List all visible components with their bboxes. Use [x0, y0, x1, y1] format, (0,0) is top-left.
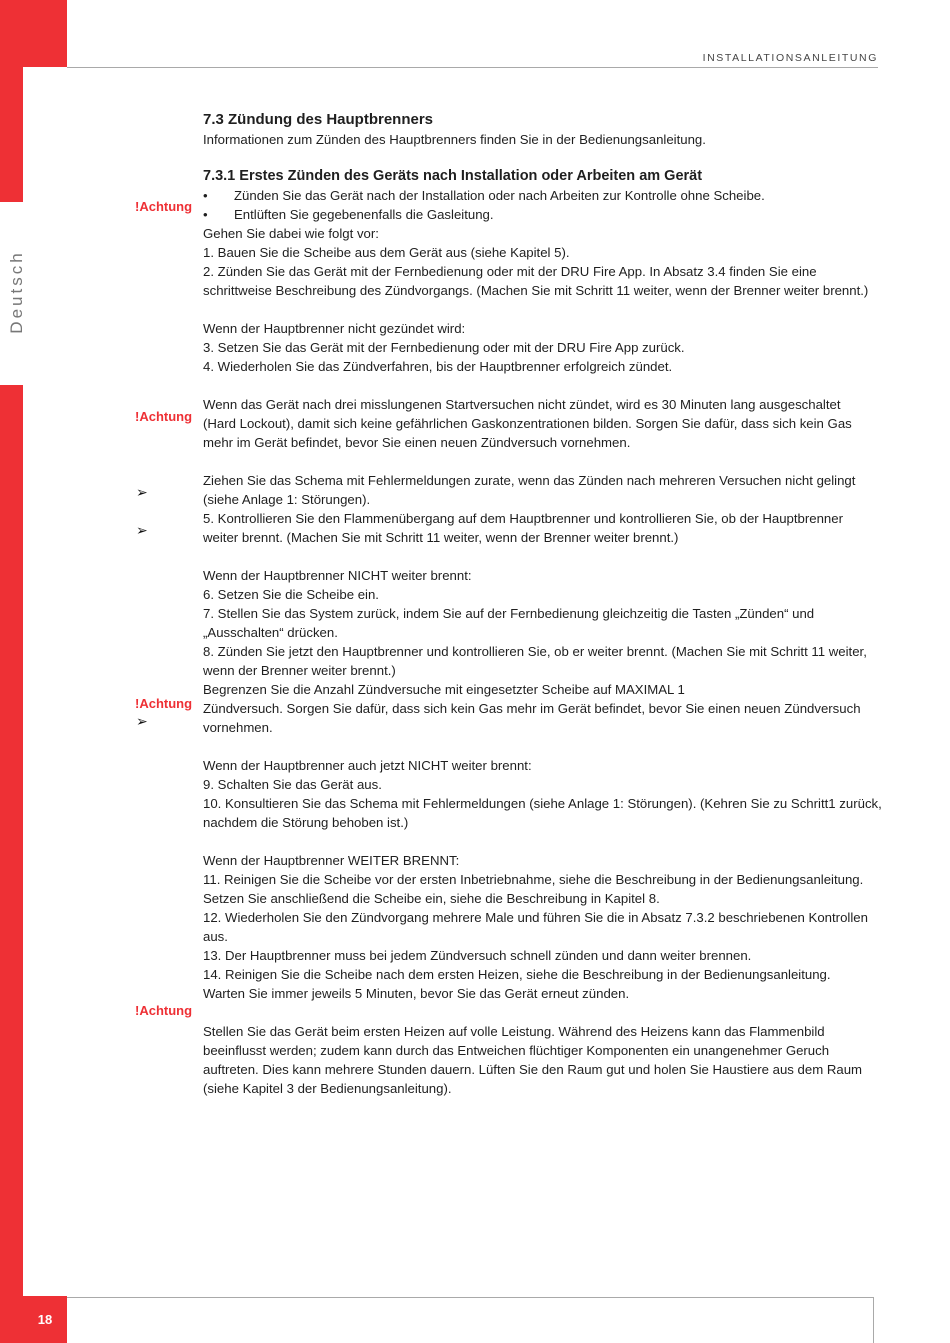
main-content — [203, 110, 882, 1098]
text-line: 5. Kontrollieren Sie den Flammenübergang auf dem Hauptbrenner und kontrollieren Sie, ob der Hauptbrenner — [203, 511, 843, 526]
text-line: aus. — [203, 929, 228, 944]
warning-label: !Achtung — [135, 409, 193, 424]
text-line: nachdem die Störung behoben ist.) — [203, 815, 409, 830]
blank-line — [203, 832, 875, 851]
blank-line — [203, 737, 875, 756]
warning-label: !Achtung — [135, 696, 193, 711]
bullet-item: • Entlüften Sie gegebenenfalls die Gasleitung. — [203, 205, 875, 224]
warning-label: !Achtung — [135, 199, 193, 214]
subsection-heading: 7.3.1 Erstes Zünden des Geräts nach Installation oder Arbeiten am Gerät — [203, 168, 703, 184]
header-rule — [67, 67, 878, 68]
text-line: (siehe Kapitel 3 der Bedienungsanleitung). — [203, 1081, 452, 1096]
text-line: „Ausschalten“ drücken. — [203, 625, 338, 640]
section-heading: 7.3 Zündung des Hauptbrenners — [203, 111, 434, 128]
text-line: weiter brennt. (Machen Sie mit Schritt 11 weiter, wenn der Brenner weiter brennt.) — [203, 530, 679, 545]
header-title: INSTALLATIONSANLEITUNG — [702, 52, 878, 64]
arrow-icon: ➢ — [136, 484, 148, 500]
blank-line — [203, 300, 875, 319]
section-intro: Informationen zum Zünden des Hauptbrenners finden Sie in der Bedienungsanleitung. — [203, 132, 706, 147]
body-text — [203, 224, 882, 1098]
text-line: mehr im Gerät befindet, bevor Sie einen neuen Zündversuch vornehmen. — [203, 435, 631, 450]
warning-label: !Achtung — [135, 1003, 193, 1018]
text-line: (siehe Anlage 1: Störungen). — [203, 492, 371, 507]
text-line: vornehmen. — [203, 720, 273, 735]
text-line: 3. Setzen Sie das Gerät mit der Fernbedienung oder mit der DRU Fire App zurück. — [203, 340, 685, 355]
blank-line — [203, 452, 875, 471]
text-line: 10. Konsultieren Sie das Schema mit Fehlermeldungen (siehe Anlage 1: Störungen). (Kehren Sie zu Schritt1 zurück, — [203, 796, 882, 811]
text-line: auftreten. Dies kann mehrere Stunden dauern. Lüften Sie den Raum gut und holen Sie Haustiere aus dem Raum — [203, 1062, 863, 1077]
text-line: 1. Bauen Sie die Scheibe aus dem Gerät aus (siehe Kapitel 5). — [203, 245, 570, 260]
text-line: Stellen Sie das Gerät beim ersten Heizen auf volle Leistung. Während des Heizens kann das Flammenbild — [203, 1024, 825, 1039]
footer-rule-vertical — [873, 1297, 874, 1343]
text-line: schrittweise Beschreibung des Zündvorgangs. (Machen Sie mit Schritt 11 weiter, wenn der Brenner weiter brennt.) — [203, 283, 869, 298]
text-line: Setzen Sie anschließend die Scheibe ein, siehe die Beschreibung in Kapitel 8. — [203, 891, 660, 906]
text-line: Wenn das Gerät nach drei misslungenen Startversuchen nicht zündet, wird es 30 Minuten lang ausgeschaltet — [203, 397, 841, 412]
bullet-item: • Zünden Sie das Gerät nach der Installation oder nach Arbeiten zur Kontrolle ohne Scheibe. — [203, 186, 875, 205]
text-line: 7. Stellen Sie das System zurück, indem Sie auf der Fernbedienung gleichzeitig die Tasten „Zünden“ und — [203, 606, 815, 621]
blank-line — [203, 547, 875, 566]
text-line: 12. Wiederholen Sie den Zündvorgang mehrere Male und führen Sie die in Absatz 7.3.2 beschriebenen Kontrollen — [203, 910, 868, 925]
text-line: Warten Sie immer jeweils 5 Minuten, bevor Sie das Gerät erneut zünden. — [203, 986, 630, 1001]
text-line: wenn der Brenner weiter brennt.) — [203, 663, 396, 678]
text-line: Wenn der Hauptbrenner WEITER BRENNT: — [203, 853, 460, 868]
text-line: beeinflusst werden; zudem kann durch das Entweichen flüchtiger Komponenten ein unangenehmer Geruch — [203, 1043, 830, 1058]
page-number: 18 — [23, 1296, 67, 1343]
text-line: 11. Reinigen Sie die Scheibe vor der ersten Inbetriebnahme, siehe die Beschreibung in der Bedienungsanleitung. — [203, 872, 864, 887]
arrow-icon: ➢ — [136, 713, 148, 729]
text-line: Begrenzen Sie die Anzahl Zündversuche mit eingesetzter Scheibe auf MAXIMAL 1 — [203, 682, 685, 697]
footer-rule — [67, 1297, 874, 1298]
side-bar-top — [0, 0, 23, 202]
text-line: Ziehen Sie das Schema mit Fehlermeldungen zurate, wenn das Zünden nach mehreren Versuchen nicht gelingt — [203, 473, 856, 488]
text-line: 8. Zünden Sie jetzt den Hauptbrenner und kontrollieren Sie, ob er weiter brennt. (Machen Sie mit Schritt 11 weiter, — [203, 644, 867, 659]
side-bar-bottom — [0, 385, 23, 1343]
text-line: 6. Setzen Sie die Scheibe ein. — [203, 587, 379, 602]
text-line: 2. Zünden Sie das Gerät mit der Fernbedienung oder mit der DRU Fire App. In Absatz 3.4 finden Sie eine — [203, 264, 817, 279]
text-line: Wenn der Hauptbrenner nicht gezündet wird: — [203, 321, 466, 336]
arrow-icon: ➢ — [136, 522, 148, 538]
text-line: (Hard Lockout), damit sich keine gefährlichen Gaskonzentrationen bilden. Sorgen Sie dafür, dass sich kein Gas — [203, 416, 852, 431]
text-line: 4. Wiederholen Sie das Zündverfahren, bis der Hauptbrenner erfolgreich zündet. — [203, 359, 673, 374]
text-line: 14. Reinigen Sie die Scheibe nach dem ersten Heizen, siehe die Beschreibung in der Bedienungsanleitung. — [203, 967, 831, 982]
text-line: 13. Der Hauptbrenner muss bei jedem Zündversuch schnell zünden und dann weiter brennen. — [203, 948, 752, 963]
text-line: Zündversuch. Sorgen Sie dafür, dass sich kein Gas mehr im Gerät befindet, bevor Sie einen neuen Zündversuch — [203, 701, 861, 716]
text-line: 9. Schalten Sie das Gerät aus. — [203, 777, 382, 792]
text-line: Wenn der Hauptbrenner NICHT weiter brennt: — [203, 568, 472, 583]
text-line: Gehen Sie dabei wie folgt vor: — [203, 226, 379, 241]
blank-line — [203, 376, 875, 395]
language-tab: Deutsch — [7, 250, 26, 334]
text-line: Wenn der Hauptbrenner auch jetzt NICHT weiter brennt: — [203, 758, 532, 773]
blank-line — [203, 1003, 875, 1022]
